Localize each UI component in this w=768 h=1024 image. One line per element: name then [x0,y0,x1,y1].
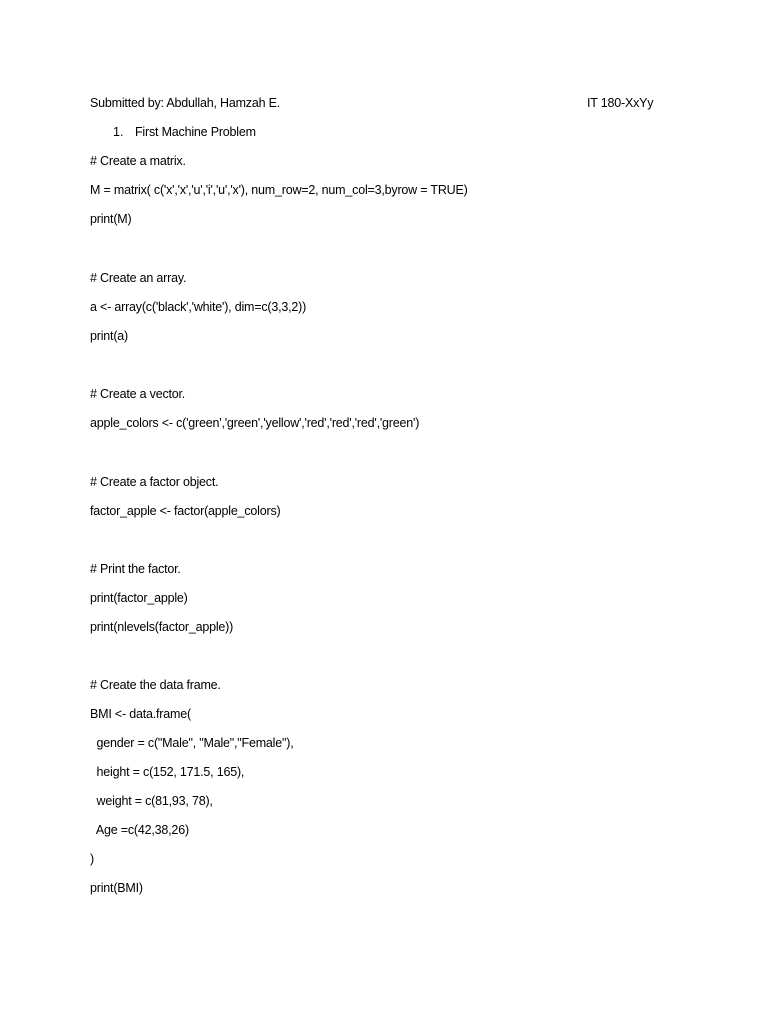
code-line: factor_apple <- factor(apple_colors) [90,504,281,518]
code-line: BMI <- data.frame( [90,707,191,721]
code-line: apple_colors <- c('green','green','yellow','red','red','red','green') [90,416,420,430]
course-code: IT 180-XxYy [587,96,654,110]
code-line: print(a) [90,329,128,343]
code-line: # Create a matrix. [90,154,186,168]
code-line: # Print the factor. [90,562,181,576]
code-line: print(M) [90,212,132,226]
code-line: a <- array(c('black','white'), dim=c(3,3,2)) [90,300,307,314]
submitted-by-line: Submitted by: Abdullah, Hamzah E. [90,96,281,110]
code-line: print(BMI) [90,881,143,895]
code-line: Age =c(42,38,26) [90,823,189,837]
code-line: ) [90,852,94,866]
code-line: print(factor_apple) [90,591,188,605]
code-line: print(nlevels(factor_apple)) [90,620,234,634]
section-number: 1. [113,125,124,139]
code-line: weight = c(81,93, 78), [90,794,213,808]
code-line: M = matrix( c('x','x','u','i','u','x'), num_row=2, num_col=3,byrow = TRUE) [90,183,468,197]
section-title: First Machine Problem [135,125,256,139]
code-line: # Create the data frame. [90,678,221,692]
code-line: # Create a vector. [90,387,186,401]
code-line: # Create an array. [90,271,187,285]
code-line: # Create a factor object. [90,475,219,489]
code-line: gender = c("Male", "Male","Female"), [90,736,294,750]
code-line: height = c(152, 171.5, 165), [90,765,245,779]
